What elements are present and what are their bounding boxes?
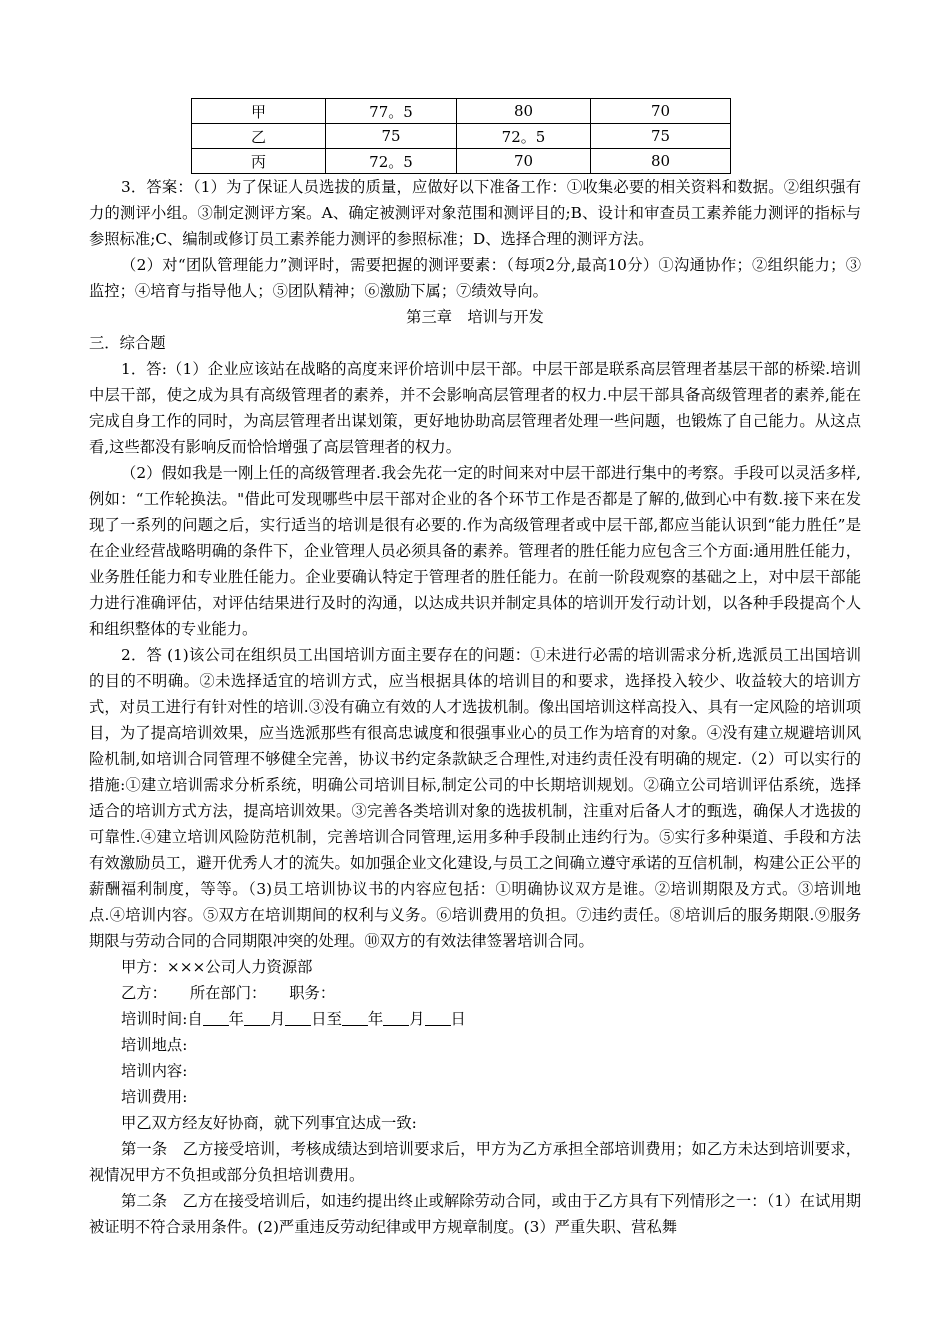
contract-party-a: 甲方：×××公司人力资源部 (121, 958, 313, 976)
blank-line (203, 1010, 229, 1026)
chapter-title: 第三章 培训与开发 (406, 308, 544, 326)
time-day-to: 日至 (311, 1010, 342, 1028)
table-cell: 72。5 (326, 149, 457, 174)
blank-line (383, 1010, 409, 1026)
blank-line (285, 1010, 311, 1026)
answer2-paragraph: 2．答 (1)该公司在组织员工出国培训方面主要存在的问题：①未进行必需的培训需求分析,选派员工出国培训的目的不明确。②未选择适宜的培训方式，应当根据具体的培训目的和要求，选择投入较少、收益较大的培训方式，对员工进行有针对性的培训.③没有确立有效的人才选拔机制。像出国培训这样高投入、具有一定风险的培训项目，为了提高培训效果，应当选派那些有很高忠诚度和很强事业心的员工作为培育的对象。④没有建立规避培训风险机制,如培训合同管理不够健全完善，协议书约定条款缺乏合理性,对违约责任没有明确的规定.（2）可以实行的措施:①建立培训需求分析系统，明确公司培训目标,制定公司的中长期培训规划。②确立公司培训评估系统，选择适合的培训方式方法，提高培训效果。③完善各类培训对象的选拔机制，注重对后备人才的甄选，确保人才选拔的可靠性.④建立培训风险防范机制，完善培训合同管理,运用多种手段制止违约行为。⑤实行多种渠道、手段和方法有效激励员工，避开优秀人才的流失。如加强企业文化建设,与员工之间确立遵守承诺的互信机制，构建公正公平的薪酬福利制度，等等。（3)员工培训协议书的内容应包括：①明确协议双方是谁。②培训期限及方式。③培训地点.④培训内容。⑤双方在培训期间的权利与义务。⑥培训费用的负担。⑦违约责任。⑧培训后的服务期限.⑨服务期限与劳动合同的合同期限冲突的处理。⑩双方的有效法律签署培训合同。 (89, 646, 861, 950)
contract-agreement: 甲乙双方经友好协商，就下列事宜达成一致: (121, 1114, 417, 1132)
section-title: 三．综合题 (89, 334, 166, 352)
answer1-paragraph-1: 1．答:（1）企业应该站在战略的高度来评价培训中层干部。中层干部是联系高层管理者基层干部的桥梁.培训中层干部，使之成为具有高级管理者的素养，并不会影响高层管理者的权力.中层干部具备高级管理者的素养,能在完成自身工作的同时，为高层管理者出谋划策，更好地协助高层管理者处理一些问题，也锻炼了自己能力。从这点看,这些都没有影响反而恰恰增强了高层管理者的权力。 (89, 360, 861, 456)
contract-training-location: 培训地点: (121, 1036, 188, 1054)
answer3-paragraph-1: 3．答案：（1）为了保证人员选拔的质量，应做好以下准备工作：①收集必要的相关资料和数据。②组织强有力的测评小组。③制定测评方案。A、确定被测评对象范围和测评目的;B、设计和审查员工素养能力测评的指标与参照标准;C、编制或修订员工素养能力测评的参照标准；D、选择合理的测评方法。 (89, 178, 861, 248)
score-table (191, 98, 731, 174)
contract-training-fee: 培训费用: (121, 1088, 188, 1106)
time-year-2: 年 (367, 1010, 384, 1028)
contract-party-b: 乙方： 所在部门： 职务： (121, 984, 336, 1002)
time-month-2: 月 (409, 1010, 425, 1028)
table-cell: 80 (457, 99, 591, 124)
blank-line (425, 1010, 451, 1026)
table-cell: 乙 (192, 124, 326, 149)
table-cell: 75 (326, 124, 457, 149)
time-year: 年 (228, 1010, 244, 1028)
blank-line (342, 1010, 368, 1026)
contract-training-content: 培训内容: (121, 1062, 188, 1080)
table-cell: 75 (591, 124, 731, 149)
table-cell: 72。5 (457, 124, 591, 149)
contract-training-time (89, 1006, 861, 1032)
answer1-paragraph-2: （2）假如我是一刚上任的高级管理者.我会先花一定的时间来对中层干部进行集中的考察。手段可以灵活多样,例如：“工作轮换法。"借此可发现哪些中层干部对企业的各个环节工作是否都是了解的,做到心中有数.接下来在发现了一系列的问题之后，实行适当的培训是很有必要的.作为高级管理者或中层干部,都应当能认识到“能力胜任”是在企业经营战略明确的条件下，企业管理人员必须具备的素养。管理者的胜任能力应包含三个方面:通用胜任能力，业务胜任能力和专业胜任能力。企业要确认特定于管理者的胜任能力。在前一阶段观察的基础之上，对中层干部能力进行准确评估，对评估结果进行及时的沟通，以达成共识并制定具体的培训开发行动计划，以各种手段提高个人和组织整体的专业能力。 (89, 464, 861, 638)
contract-article-2: 第二条 乙方在接受培训后，如违约提出终止或解除劳动合同，或由于乙方具有下列情形之一：（1）在试用期被证明不符合录用条件。(2)严重违反劳动纪律或甲方规章制度。(3）严重失职、营私舞 (89, 1192, 861, 1236)
table-cell: 70 (591, 99, 731, 124)
table-cell: 80 (591, 149, 731, 174)
table-cell: 甲 (192, 99, 326, 124)
table-cell: 70 (457, 149, 591, 174)
table-cell: 77。5 (326, 99, 457, 124)
time-month: 月 (269, 1010, 286, 1028)
table-row (192, 124, 731, 149)
time-day: 日 (450, 1010, 466, 1028)
time-label: 培训时间:自 (121, 1010, 203, 1028)
table-row (192, 99, 731, 124)
document-content (89, 98, 861, 1240)
contract-article-1: 第一条 乙方接受培训，考核成绩达到培训要求后，甲方为乙方承担全部培训费用；如乙方未达到培训要求，视情况甲方不负担或部分负担培训费用。 (89, 1140, 861, 1184)
answer3-paragraph-2: （2）对“团队管理能力”测评时，需要把握的测评要素：（每项2分,最高10分）①沟通协作；②组织能力；③监控；④培育与指导他人；⑤团队精神；⑥激励下属；⑦绩效导向。 (89, 256, 861, 300)
blank-line (244, 1010, 270, 1026)
table-row (192, 149, 731, 174)
table-cell: 丙 (192, 149, 326, 174)
